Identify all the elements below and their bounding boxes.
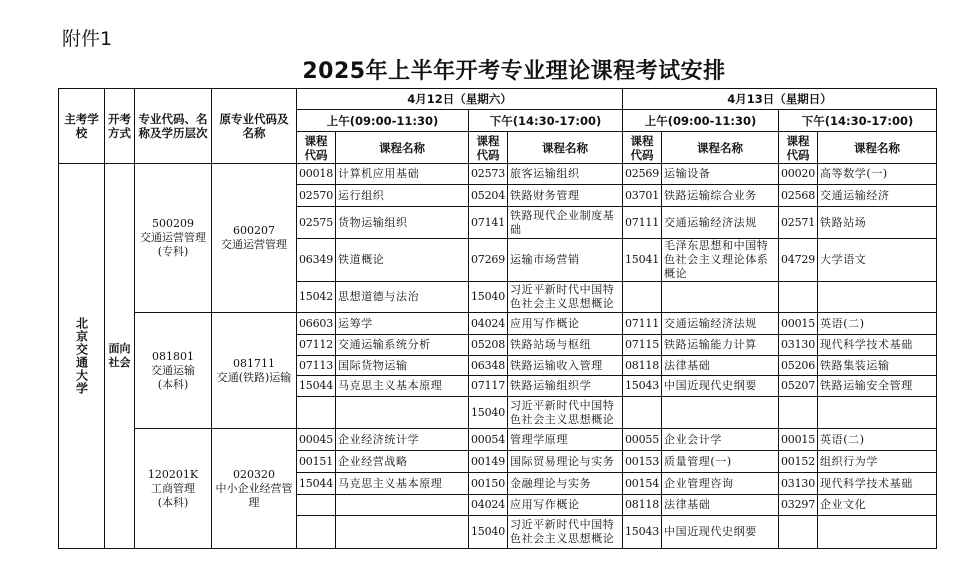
course-name: 计算机应用基础 xyxy=(336,164,469,185)
course-name: 交通运输系统分析 xyxy=(336,335,469,356)
course-name: 铁路集装运输 xyxy=(818,356,937,376)
course-name: 组织行为学 xyxy=(818,451,937,473)
course-name: 管理学原理 xyxy=(508,429,623,451)
course-name: 应用写作概论 xyxy=(508,495,623,516)
course-code: 07269 xyxy=(469,239,508,282)
course-code xyxy=(297,397,336,429)
course-name: 铁路运输能力计算 xyxy=(662,335,779,356)
course-code: 00018 xyxy=(297,164,336,185)
course-name: 法律基础 xyxy=(662,356,779,376)
course-name: 质量管理(一) xyxy=(662,451,779,473)
orig-major-name: 交通(铁路)运输 xyxy=(216,370,292,384)
major-level: (本科) xyxy=(157,495,189,509)
course-name: 铁路财务管理 xyxy=(508,185,623,207)
course-code: 03130 xyxy=(779,335,818,356)
orig-major-code: 081711 xyxy=(233,356,275,370)
course-name: 交通运输经济 xyxy=(818,185,937,207)
course-name xyxy=(336,516,469,549)
major-code: 500209 xyxy=(152,217,194,230)
course-code: 05207 xyxy=(779,376,818,397)
header-day2-pm: 下午(14:30-17:00) xyxy=(779,110,937,132)
header-course-code: 课程代码 xyxy=(297,132,336,164)
course-code xyxy=(779,397,818,429)
header-course-code: 课程代码 xyxy=(623,132,662,164)
course-name: 中国近现代史纲要 xyxy=(662,516,779,549)
orig-major-name: 中小企业经营管理 xyxy=(215,481,293,509)
course-name: 铁路站场 xyxy=(818,207,937,239)
course-name xyxy=(818,282,937,313)
orig-major-cell xyxy=(212,164,297,313)
orig-major-code: 600207 xyxy=(233,224,275,237)
table-row xyxy=(59,313,937,335)
course-name: 英语(二) xyxy=(818,313,937,335)
course-code: 15040 xyxy=(469,397,508,429)
course-name: 企业管理咨询 xyxy=(662,473,779,495)
course-code: 00055 xyxy=(623,429,662,451)
course-code: 07115 xyxy=(623,335,662,356)
course-name: 习近平新时代中国特色社会主义思想概论 xyxy=(508,282,623,313)
course-code: 00054 xyxy=(469,429,508,451)
course-code: 00152 xyxy=(779,451,818,473)
header-course-name: 课程名称 xyxy=(818,132,937,164)
course-code xyxy=(623,397,662,429)
course-code xyxy=(623,282,662,313)
course-code: 08118 xyxy=(623,495,662,516)
course-code: 07113 xyxy=(297,356,336,376)
course-name: 应用写作概论 xyxy=(508,313,623,335)
school-name: 北京交通大学 xyxy=(74,317,89,395)
course-name: 马克思主义基本原理 xyxy=(336,473,469,495)
major-name: 工商管理 xyxy=(151,481,195,495)
course-code: 02570 xyxy=(297,185,336,207)
header-major: 专业代码、名称及学历层次 xyxy=(135,89,212,164)
header-course-code: 课程代码 xyxy=(779,132,818,164)
course-name: 企业经营战略 xyxy=(336,451,469,473)
orig-major-name: 交通运营管理 xyxy=(221,238,287,251)
course-code: 03297 xyxy=(779,495,818,516)
header-school: 主考学校 xyxy=(59,89,105,164)
course-name: 交通运输经济法规 xyxy=(662,207,779,239)
course-name: 现代科学技术基础 xyxy=(818,335,937,356)
course-name: 货物运输组织 xyxy=(336,207,469,239)
course-name: 中国近现代史纲要 xyxy=(662,376,779,397)
course-name: 运输市场营销 xyxy=(508,239,623,282)
course-code: 03130 xyxy=(779,473,818,495)
major-level: (本科) xyxy=(157,377,189,391)
course-name xyxy=(818,397,937,429)
course-code: 15041 xyxy=(623,239,662,282)
header-day1-am: 上午(09:00-11:30) xyxy=(297,110,469,132)
course-name: 铁路现代企业制度基础 xyxy=(508,207,623,239)
header-day-1: 4月12日（星期六） xyxy=(297,89,623,110)
course-name: 高等数学(一) xyxy=(818,164,937,185)
course-code: 05204 xyxy=(469,185,508,207)
header-day1-pm: 下午(14:30-17:00) xyxy=(469,110,623,132)
header-day-2: 4月13日（星期日） xyxy=(623,89,937,110)
course-code: 00045 xyxy=(297,429,336,451)
course-code: 15043 xyxy=(623,376,662,397)
course-code: 15044 xyxy=(297,473,336,495)
course-code: 02575 xyxy=(297,207,336,239)
course-name: 习近平新时代中国特色社会主义思想概论 xyxy=(508,397,623,429)
course-code: 08118 xyxy=(623,356,662,376)
course-name: 铁路运输安全管理 xyxy=(818,376,937,397)
school-cell xyxy=(59,164,105,549)
course-code: 00149 xyxy=(469,451,508,473)
course-name: 国际货物运输 xyxy=(336,356,469,376)
table-row xyxy=(59,429,937,451)
course-code: 00015 xyxy=(779,313,818,335)
orig-major-code: 020320 xyxy=(233,467,275,481)
course-name: 法律基础 xyxy=(662,495,779,516)
course-name: 铁路运输组织学 xyxy=(508,376,623,397)
orig-major-cell xyxy=(212,429,297,549)
course-name: 铁路运输收入管理 xyxy=(508,356,623,376)
course-name: 企业文化 xyxy=(818,495,937,516)
header-orig-major: 原专业代码及名称 xyxy=(212,89,297,164)
course-name: 企业会计学 xyxy=(662,429,779,451)
course-name xyxy=(336,495,469,516)
course-code: 07141 xyxy=(469,207,508,239)
course-name: 铁道概论 xyxy=(336,239,469,282)
major-cell xyxy=(135,164,212,313)
course-name: 英语(二) xyxy=(818,429,937,451)
course-name xyxy=(662,282,779,313)
table-row xyxy=(59,164,937,185)
course-code: 02573 xyxy=(469,164,508,185)
course-name: 运筹学 xyxy=(336,313,469,335)
exam-mode: 面向社会 xyxy=(108,342,131,369)
course-code: 00153 xyxy=(623,451,662,473)
course-name xyxy=(662,397,779,429)
course-name: 运输设备 xyxy=(662,164,779,185)
course-code: 04024 xyxy=(469,495,508,516)
course-code: 00154 xyxy=(623,473,662,495)
orig-major-cell xyxy=(212,313,297,429)
course-code: 07111 xyxy=(623,313,662,335)
course-name: 运行组织 xyxy=(336,185,469,207)
course-code: 15043 xyxy=(623,516,662,549)
course-name: 马克思主义基本原理 xyxy=(336,376,469,397)
course-code: 15044 xyxy=(297,376,336,397)
course-code: 15040 xyxy=(469,282,508,313)
header-course-code: 课程代码 xyxy=(469,132,508,164)
header-mode: 开考方式 xyxy=(105,89,135,164)
header-course-name: 课程名称 xyxy=(508,132,623,164)
course-name: 交通运输经济法规 xyxy=(662,313,779,335)
course-code: 06348 xyxy=(469,356,508,376)
header-course-name: 课程名称 xyxy=(336,132,469,164)
course-code xyxy=(297,516,336,549)
header-course-name: 课程名称 xyxy=(662,132,779,164)
course-code xyxy=(779,516,818,549)
major-cell xyxy=(135,313,212,429)
course-code xyxy=(297,495,336,516)
course-name: 现代科学技术基础 xyxy=(818,473,937,495)
course-code: 15040 xyxy=(469,516,508,549)
major-name: 交通运输 xyxy=(151,363,195,377)
course-code: 07112 xyxy=(297,335,336,356)
course-code: 07117 xyxy=(469,376,508,397)
major-code: 081801 xyxy=(152,349,194,363)
course-name: 铁路站场与枢纽 xyxy=(508,335,623,356)
course-name xyxy=(336,397,469,429)
course-code: 02569 xyxy=(623,164,662,185)
schedule-body xyxy=(59,164,937,549)
major-cell xyxy=(135,429,212,549)
header-day2-am: 上午(09:00-11:30) xyxy=(623,110,779,132)
course-code: 06349 xyxy=(297,239,336,282)
major-level: (专科) xyxy=(157,245,189,258)
major-code: 120201K xyxy=(147,467,199,481)
course-name: 大学语文 xyxy=(818,239,937,282)
course-code: 05206 xyxy=(779,356,818,376)
course-code: 04024 xyxy=(469,313,508,335)
attachment-label: 附件1 xyxy=(62,28,113,50)
course-name xyxy=(818,516,937,549)
course-name: 企业经济统计学 xyxy=(336,429,469,451)
page-title: 2025年上半年开考专业理论课程考试安排 xyxy=(302,59,726,84)
mode-cell xyxy=(105,164,135,549)
course-name: 毛泽东思想和中国特色社会主义理论体系概论 xyxy=(662,239,779,282)
course-code: 06603 xyxy=(297,313,336,335)
course-code: 00015 xyxy=(779,429,818,451)
course-code: 05208 xyxy=(469,335,508,356)
course-code: 03701 xyxy=(623,185,662,207)
course-code xyxy=(779,282,818,313)
exam-schedule-table xyxy=(58,88,937,549)
course-code: 04729 xyxy=(779,239,818,282)
course-code: 00020 xyxy=(779,164,818,185)
course-code: 00150 xyxy=(469,473,508,495)
course-code: 15042 xyxy=(297,282,336,313)
course-name: 铁路运输综合业务 xyxy=(662,185,779,207)
course-code: 07111 xyxy=(623,207,662,239)
course-name: 旅客运输组织 xyxy=(508,164,623,185)
course-code: 02571 xyxy=(779,207,818,239)
course-name: 习近平新时代中国特色社会主义思想概论 xyxy=(508,516,623,549)
major-name: 交通运营管理 xyxy=(140,231,206,244)
course-code: 02568 xyxy=(779,185,818,207)
course-name: 国际贸易理论与实务 xyxy=(508,451,623,473)
course-name: 思想道德与法治 xyxy=(336,282,469,313)
course-name: 金融理论与实务 xyxy=(508,473,623,495)
course-code: 00151 xyxy=(297,451,336,473)
